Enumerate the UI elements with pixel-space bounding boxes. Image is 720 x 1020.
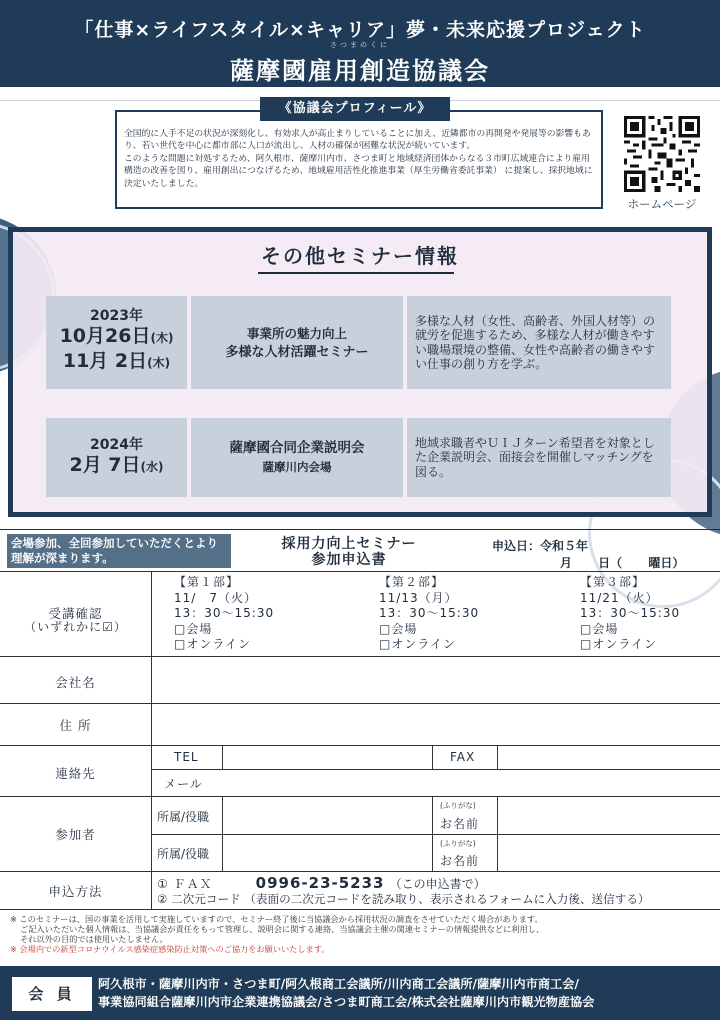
- participant-label: 参加者: [55, 827, 96, 842]
- application-date-fields[interactable]: 月 日（ 曜日）: [560, 556, 685, 570]
- participant-2-name-field[interactable]: [499, 836, 718, 870]
- tel-field[interactable]: [224, 747, 431, 768]
- session-1-venue-checkbox[interactable]: □会場: [174, 621, 213, 636]
- form-note-badge: 会場参加、全回参加していただくとより理解が深まります。: [7, 534, 231, 568]
- event-2-date: [46, 418, 187, 497]
- participant-2-dept-label: 所属/役職: [157, 847, 210, 861]
- session-1-date: 11/ 7（火）: [174, 590, 257, 605]
- method-fax-suffix: （この申込書で）: [389, 877, 486, 891]
- session-2-online-checkbox[interactable]: □オンライン: [379, 637, 456, 651]
- seminar-info-title: その他セミナー情報: [261, 244, 459, 268]
- participant-1-dept-field[interactable]: [224, 798, 431, 833]
- event-1-date: [46, 296, 187, 389]
- form-line: [0, 871, 720, 872]
- event-2-name-1: 薩摩國合同企業説明会: [229, 439, 365, 456]
- session-1-part: 【第１部】: [174, 575, 240, 589]
- form-line: [0, 796, 720, 797]
- notes: [10, 914, 715, 954]
- note-2: ご記入いただいた個人情報は、当協議会が責任をもって管理し、説明会に関する連絡、当協議会主催の関連セミナーの情報提供などに利用し、: [20, 924, 545, 934]
- form-col-line: [497, 745, 498, 769]
- event-1-name-2: 多様な人材活躍セミナー: [225, 344, 369, 360]
- event-1-year: 2023年: [90, 308, 143, 324]
- confirm-hint: （いずれかに☑）: [24, 620, 127, 634]
- session-1-online-checkbox[interactable]: □オンライン: [174, 637, 251, 651]
- session-2-venue-checkbox[interactable]: □会場: [379, 621, 418, 636]
- mail-field[interactable]: [224, 771, 718, 795]
- session-2-part: 【第２部】: [379, 575, 445, 589]
- note-4: ※ 会場内での新型コロナウイルス感染症感染防止対策へのご協力をお願いいたします。: [10, 944, 330, 954]
- event-1-dow-1: (木): [150, 331, 174, 345]
- event-2-desc-text: 地域求職者やＵＩＪターン希望者を対象とした企業説明会、面接会を開催しマッチングを図る。: [415, 435, 655, 479]
- form-top-line: [0, 529, 720, 530]
- participant-1-dept-label: 所属/役職: [157, 810, 210, 824]
- event-1-dow-2: (木): [147, 356, 171, 370]
- session-3: [580, 575, 680, 653]
- form-col-line: [497, 796, 498, 871]
- event-2-name-2: 薩摩川内会場: [262, 459, 332, 474]
- address-field[interactable]: [153, 705, 718, 744]
- form-col-line: [222, 796, 223, 871]
- fax-number[interactable]: 0996-23-5233: [255, 874, 385, 892]
- application-date-label: 申込日：令和５年: [492, 539, 589, 553]
- form-line: [152, 769, 720, 770]
- session-3-part: 【第３部】: [580, 575, 646, 589]
- method-fax-prefix: ① ＦＡＸ: [157, 877, 213, 891]
- header-title: 薩摩國雇用創造協議会: [230, 57, 490, 85]
- method-fax: [157, 873, 486, 892]
- event-1-desc-text: 多様な人材（女性、高齢者、外国人材等）の就労を促進するため、多様な人材が働きやすい職場環境の整備、女性や高齢者の働きやすい仕事の創り方を学ぶ。: [415, 313, 656, 371]
- event-2-description: [407, 418, 671, 497]
- event-1-name-1: 事業所の魅力向上: [246, 325, 347, 341]
- form-col-line: [432, 796, 433, 871]
- fax-label: FAX: [450, 750, 476, 764]
- homepage-label: ホームページ: [627, 197, 697, 211]
- event-2-name: [191, 418, 403, 497]
- note-1: ※ このセミナーは、国の事業を活用して実施していますので、セミナー終了後に当協議会から採用状況の調査をさせていただく場合があります。: [10, 914, 543, 924]
- form-col-line: [432, 745, 433, 769]
- form-line: [0, 703, 720, 704]
- session-2-date: 11/13（月）: [379, 590, 458, 605]
- method-label: 申込方法: [48, 884, 103, 899]
- qr-code-icon[interactable]: [624, 116, 700, 192]
- contact-label: 連絡先: [55, 766, 96, 781]
- member-band: [0, 966, 720, 1020]
- session-3-online-checkbox[interactable]: □オンライン: [580, 637, 657, 651]
- event-1-name: [191, 296, 403, 389]
- form-line: [152, 834, 720, 835]
- form-line: [0, 656, 720, 657]
- session-3-date: 11/21（火）: [580, 590, 659, 605]
- address-label: 住 所: [59, 718, 92, 733]
- profile-label: 《協議会プロフィール》: [260, 97, 450, 121]
- session-2: [379, 575, 479, 653]
- form-line: [0, 745, 720, 746]
- participant-2-furigana: (ふりがな): [440, 839, 476, 848]
- event-1-description: [407, 296, 671, 389]
- company-field[interactable]: [153, 658, 718, 702]
- header-subtitle: 「仕事×ライフスタイル×キャリア」夢・未来応援プロジェクト: [74, 19, 646, 41]
- form-title-2: 参加申込書: [311, 552, 387, 568]
- event-1-date-2: 11月 2日: [62, 350, 148, 372]
- fax-field[interactable]: [499, 747, 718, 768]
- event-2-year: 2024年: [90, 437, 143, 453]
- session-2-time: 13：30～15:30: [379, 606, 480, 620]
- session-3-time: 13：30～15:30: [580, 606, 681, 620]
- event-2-date-1: 2月 7日: [69, 454, 141, 476]
- form-line: [0, 909, 720, 910]
- participant-1-name-label: お名前: [440, 817, 480, 831]
- method-qr: ② 二次元コード （表面の二次元コードを読み取り、表示されるフォームに入力後、送信する）: [157, 892, 650, 906]
- header-ruby: さつまのくに: [330, 41, 390, 49]
- member-label: 会 員: [12, 977, 92, 1011]
- seminar-title-underline: [258, 272, 454, 274]
- confirm-label: 受講確認: [48, 606, 103, 621]
- form-title-1: 採用力向上セミナー: [281, 536, 417, 552]
- participant-1-furigana: (ふりがな): [440, 801, 476, 810]
- form-line: [0, 571, 720, 572]
- event-1-date-1: 10月26日: [59, 325, 151, 347]
- form-col-line: [151, 571, 152, 909]
- session-3-venue-checkbox[interactable]: □会場: [580, 621, 619, 636]
- mail-label: メール: [164, 777, 203, 791]
- session-1-time: 13：30～15:30: [174, 606, 275, 620]
- note-3: それ以外の目的では使用いたしません。: [20, 934, 168, 944]
- profile-box: [115, 110, 603, 209]
- company-label: 会社名: [55, 675, 96, 690]
- participant-2-name-label: お名前: [440, 854, 480, 868]
- profile-paragraph-2: このような問題に対処するため、阿久根市、薩摩川内市、さつま町と地域経済団体からなる３市町広域連合により雇用構造の改善を図り、雇用創出につなげるため、地域雇用活性化推進事業（厚生労働省委託事業） に提案し、採択地域に決定いたしました。: [124, 153, 593, 189]
- profile-paragraph-1: 全国的に人手不足の状況が深刻化し、有効求人が高止まりしていることに加え、近隣都市の再開発や発展等の影響もあり、若い世代を中心に都市部に人口が流出し、人材の確保が困難な状況が続いています。: [124, 129, 591, 152]
- session-1: [174, 575, 274, 653]
- participant-2-dept-field[interactable]: [224, 836, 431, 870]
- event-2-dow-1: (水): [140, 460, 164, 474]
- member-line-1: 阿久根市・薩摩川内市・さつま町/阿久根商工会議所/川内商工会議所/薩摩川内市商工会/: [98, 977, 579, 991]
- tel-label: TEL: [174, 750, 199, 764]
- form-col-line: [222, 745, 223, 769]
- participant-1-name-field[interactable]: [499, 798, 718, 833]
- member-line-2: 事業協同組合薩摩川内市企業連携協議会/さつま町商工会/株式会社薩摩川内市観光物産協会: [98, 995, 595, 1009]
